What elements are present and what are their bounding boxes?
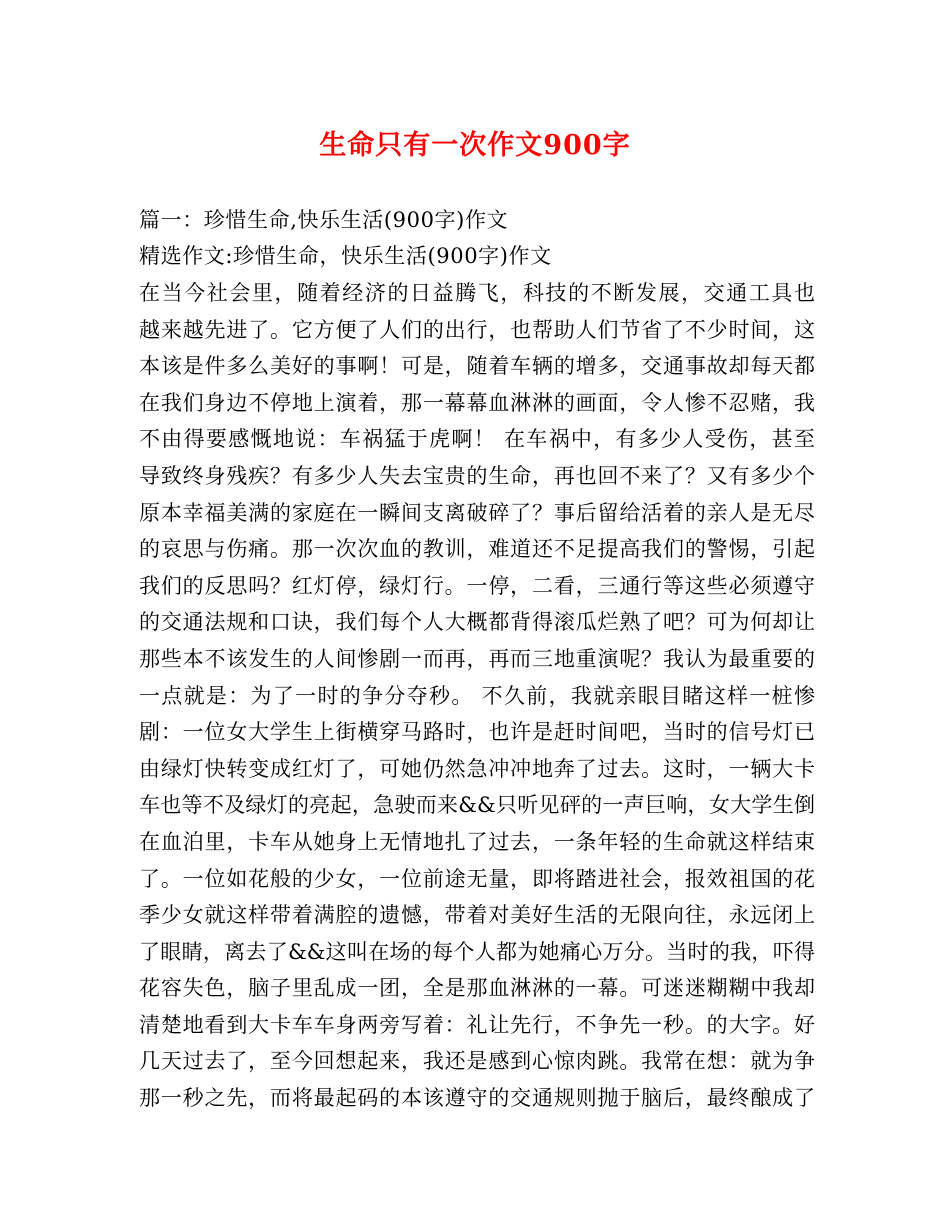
body-line: 不由得要感慨地说：车祸猛于虎啊！ 在车祸中，有多少人受伤，甚至 bbox=[139, 427, 815, 452]
body-line: 剧：一位女大学生上街横穿马路时，也许是赶时间吧，当时的信号灯已 bbox=[139, 720, 815, 745]
subheading-line: 精选作文:珍惜生命，快乐生活(900字)作文 bbox=[139, 244, 552, 268]
body-line: 的交通法规和口诀，我们每个人大概都背得滚瓜烂熟了吧？可为何却让 bbox=[139, 610, 815, 635]
body-line: 一点就是：为了一时的争分夺秒。 不久前，我就亲眼目睹这样一桩惨 bbox=[139, 683, 815, 708]
body-line: 那些本不该发生的人间惨剧一而再，再而三地重演呢？我认为最重要的 bbox=[139, 646, 815, 671]
body-line: 的哀思与伤痛。那一次次血的教训，难道还不足提高我们的警惕，引起 bbox=[139, 537, 815, 562]
body-line: 了。一位如花般的少女，一位前途无量，即将踏进社会，报效祖国的花 bbox=[139, 866, 815, 891]
body-line: 花容失色，脑子里乱成一团，全是那血淋淋的一幕。可迷迷糊糊中我却 bbox=[139, 976, 815, 1001]
body-line: 在当今社会里，随着经济的日益腾飞，科技的不断发展，交通工具也 bbox=[139, 281, 815, 305]
body-line: 我们的反思吗？红灯停，绿灯行。一停，二看，三通行等这些必须遵守 bbox=[139, 573, 815, 598]
body-line: 由绿灯快转变成红灯了，可她仍然急冲冲地奔了过去。这时，一辆大卡 bbox=[139, 756, 815, 781]
document-title: 生命只有一次作文900字 bbox=[319, 130, 631, 161]
body-line: 那一秒之先，而将最起码的本该遵守的交通规则抛于脑后，最终酿成了 bbox=[139, 1086, 815, 1111]
body-line: 在血泊里，卡车从她身上无情地扎了过去，一条年轻的生命就这样结束 bbox=[139, 829, 815, 854]
body-line: 几天过去了，至今回想起来，我还是感到心惊肉跳。我常在想：就为争 bbox=[139, 1049, 815, 1074]
body-line: 清楚地看到大卡车车身两旁写着：礼让先行，不争先一秒。的大字。好 bbox=[139, 1012, 815, 1037]
body-line: 越来越先进了。它方便了人们的出行，也帮助人们节省了不少时间，这 bbox=[139, 317, 815, 342]
heading-line: 篇一：珍惜生命,快乐生活(900字)作文 bbox=[139, 208, 509, 232]
body-line: 了眼睛，离去了&&这叫在场的每个人都为她痛心万分。当时的我，吓得 bbox=[139, 939, 815, 964]
body-line: 车也等不及绿灯的亮起，急驶而来&&只听见砰的一声巨响，女大学生倒 bbox=[139, 793, 815, 818]
body-line: 季少女就这样带着满腔的遗憾，带着对美好生活的无限向往，永远闭上 bbox=[139, 903, 815, 928]
body-line: 原本幸福美满的家庭在一瞬间支离破碎了？事后留给活着的亲人是无尽 bbox=[139, 500, 815, 525]
body-line: 本该是件多么美好的事啊！可是，随着车辆的增多，交通事故却每天都 bbox=[139, 354, 815, 379]
body-line: 在我们身边不停地上演着，那一幕幕血淋淋的画面，令人惨不忍赌，我 bbox=[139, 390, 815, 415]
body-line: 导致终身残疾？有多少人失去宝贵的生命，再也回不来了？又有多少个 bbox=[139, 463, 815, 488]
body-paragraph bbox=[139, 275, 815, 1117]
